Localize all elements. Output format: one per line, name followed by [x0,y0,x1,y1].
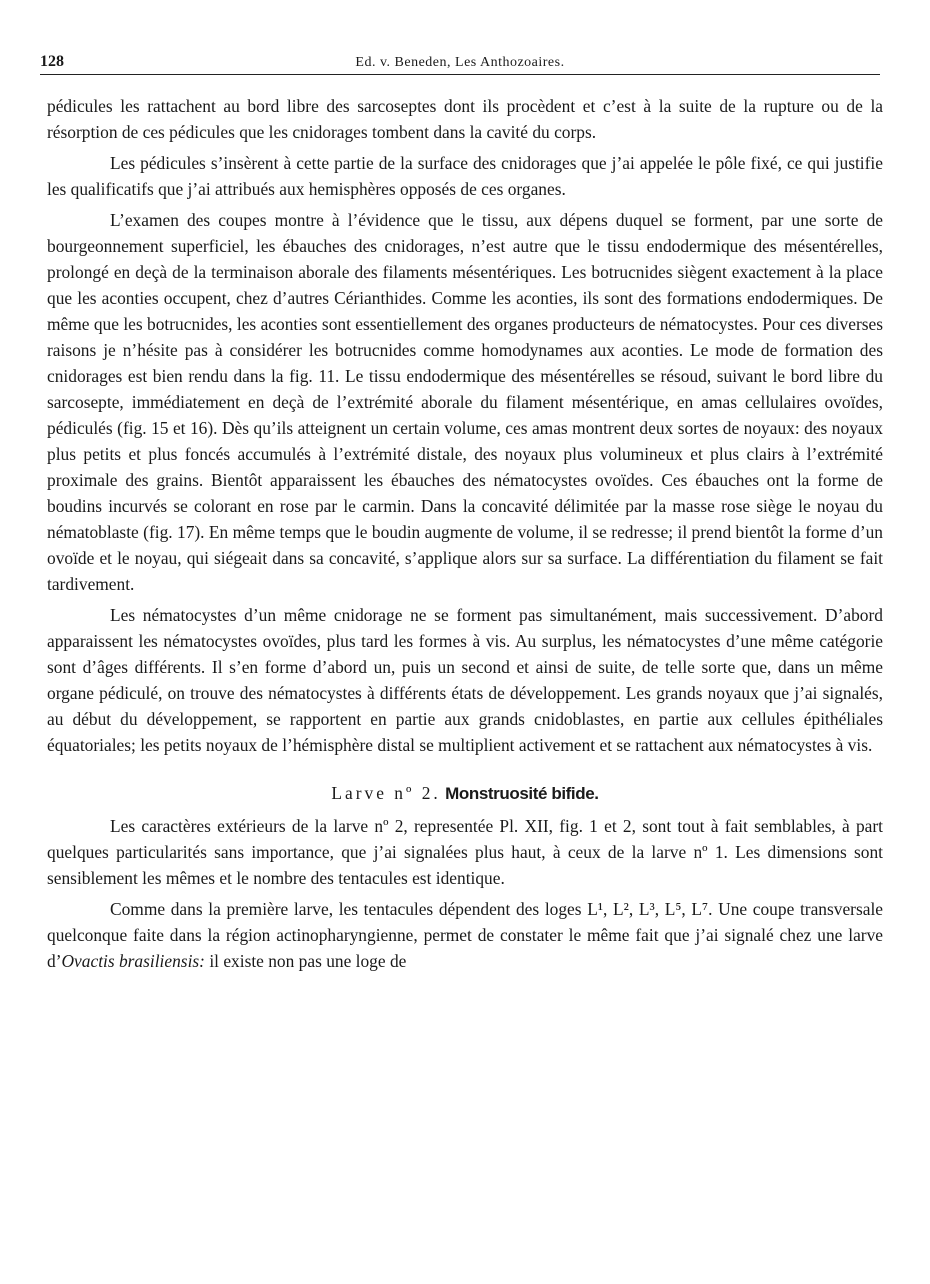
running-title: Ed. v. Beneden, Les Anthozoaires. [355,55,565,70]
paragraph: L’examen des coupes montre à l’évidence que le tissu, aux dépens duquel se forment, par une sorte de bourgeonnement superficiel, les ébauches des cnidorages, n’est autre que le tissu endodermique des mésentérelles, prolongé en deçà de la terminaison aborale des filaments mésentériques. Les botrucnides siègent exactement à la place que les aconties occupent, chez d’autres Cérianthides. Comme les aconties, ils sont des formations endodermiques. De même que les botrucnides, les aconties sont essentiellement des organes producteurs de nématocystes. Pour ces diverses raisons je n’hésite pas à considérer les botrucnides comme homodynames aux aconties. Le mode de formation des cnidorages est bien rendu dans la fig. 11. Le tissu endodermique des mésentérelles se résoud, suivant le bord libre du sarcosepte, immédiatement en deçà de l’extrémité aborale du filament mésentérique, en amas cellulaires ovoïdes, pédiculés (fig. 15 et 16). Dès qu’ils atteignent un certain volume, ces amas montrent deux sortes de noyaux: des noyaux plus petits et plus foncés accumulés à l’extrémité distale, des noyaux plus volumineux et plus clairs à l’extrémité proximale des grains. Bientôt apparaissent les ébauches des nématocystes ovoïdes. Ces ébauches ont la forme de boudins incurvés se colorant en rose par le carmin. Dans la concavité délimitée par la masse rose siège le noyau du nématoblaste (fig. 17). En même temps que le boudin augmente de volume, il se redresse; il prend bientôt la forme d’un ovoïde et le noyau, qui siégeait dans sa concavité, s’applique alors sur sa surface. La différentiation du filament se fait tardivement. [47,210,883,594]
section-title: Monstruosité bifide. [445,784,599,803]
paragraph: Les pédicules s’insèrent à cette partie de la surface des cnidorages que j’ai appelée le pôle fixé, ce qui justifie les qualificatifs que j’ai attribués aux hemisphères opposés de ces organes. [47,153,883,199]
section-heading [47,780,883,807]
paragraph: pédicules les rattachent au bord libre des sarcoseptes dont ils procèdent et c’est à la suite de la rupture ou de la résorption de ces pédicules que les cnidorages tombent dans la cavité du corps. [47,96,883,142]
species-name: Ovactis brasiliensis: [61,951,205,971]
paragraph-text: Comme dans la première larve, les tentacules dépendent des loges L¹, L², L³, L⁵, L⁷. Une coupe transversale quelconque faite dans la région actinopharyngienne, permet de constater le même fait que j’ai signalé chez une larve d’ [47,899,883,971]
section-label: Larve nº 2. [331,783,441,803]
body-text [47,93,883,979]
paragraph [47,896,883,974]
paragraph: Les nématocystes d’un même cnidorage ne se forment pas simultanément, mais successivement. D’abord apparaissent les nématocystes ovoïdes, plus tard les formes à vis. Au surplus, les nématocystes d’une même catégorie sont d’âges différents. Il s’en forme d’abord un, puis un second et ainsi de suite, de telle sorte que, dans un même organe pédiculé, on trouve des nématocystes à différents états de développement. Les grands noyaux que j’ai signalés, au début du développement, se rapportent en partie aux grands cnidoblastes, en partie aux cellules épithéliales équatoriales; les petits noyaux de l’hémisphère distal se multiplient activement et se rattachent aux nématocystes à vis. [47,605,883,755]
running-header [40,52,880,75]
page-number: 128 [40,53,64,70]
paragraph-text: il existe non pas une loge de [204,951,407,971]
paragraph: Les caractères extérieurs de la larve nº 2, representée Pl. XII, fig. 1 et 2, sont tout à fait semblables, à part quelques particularités sans importance, que j’ai signalées plus haut, à ceux de la larve nº 1. Les dimensions sont sensiblement les mêmes et le nombre des tentacules est identique. [47,816,883,888]
